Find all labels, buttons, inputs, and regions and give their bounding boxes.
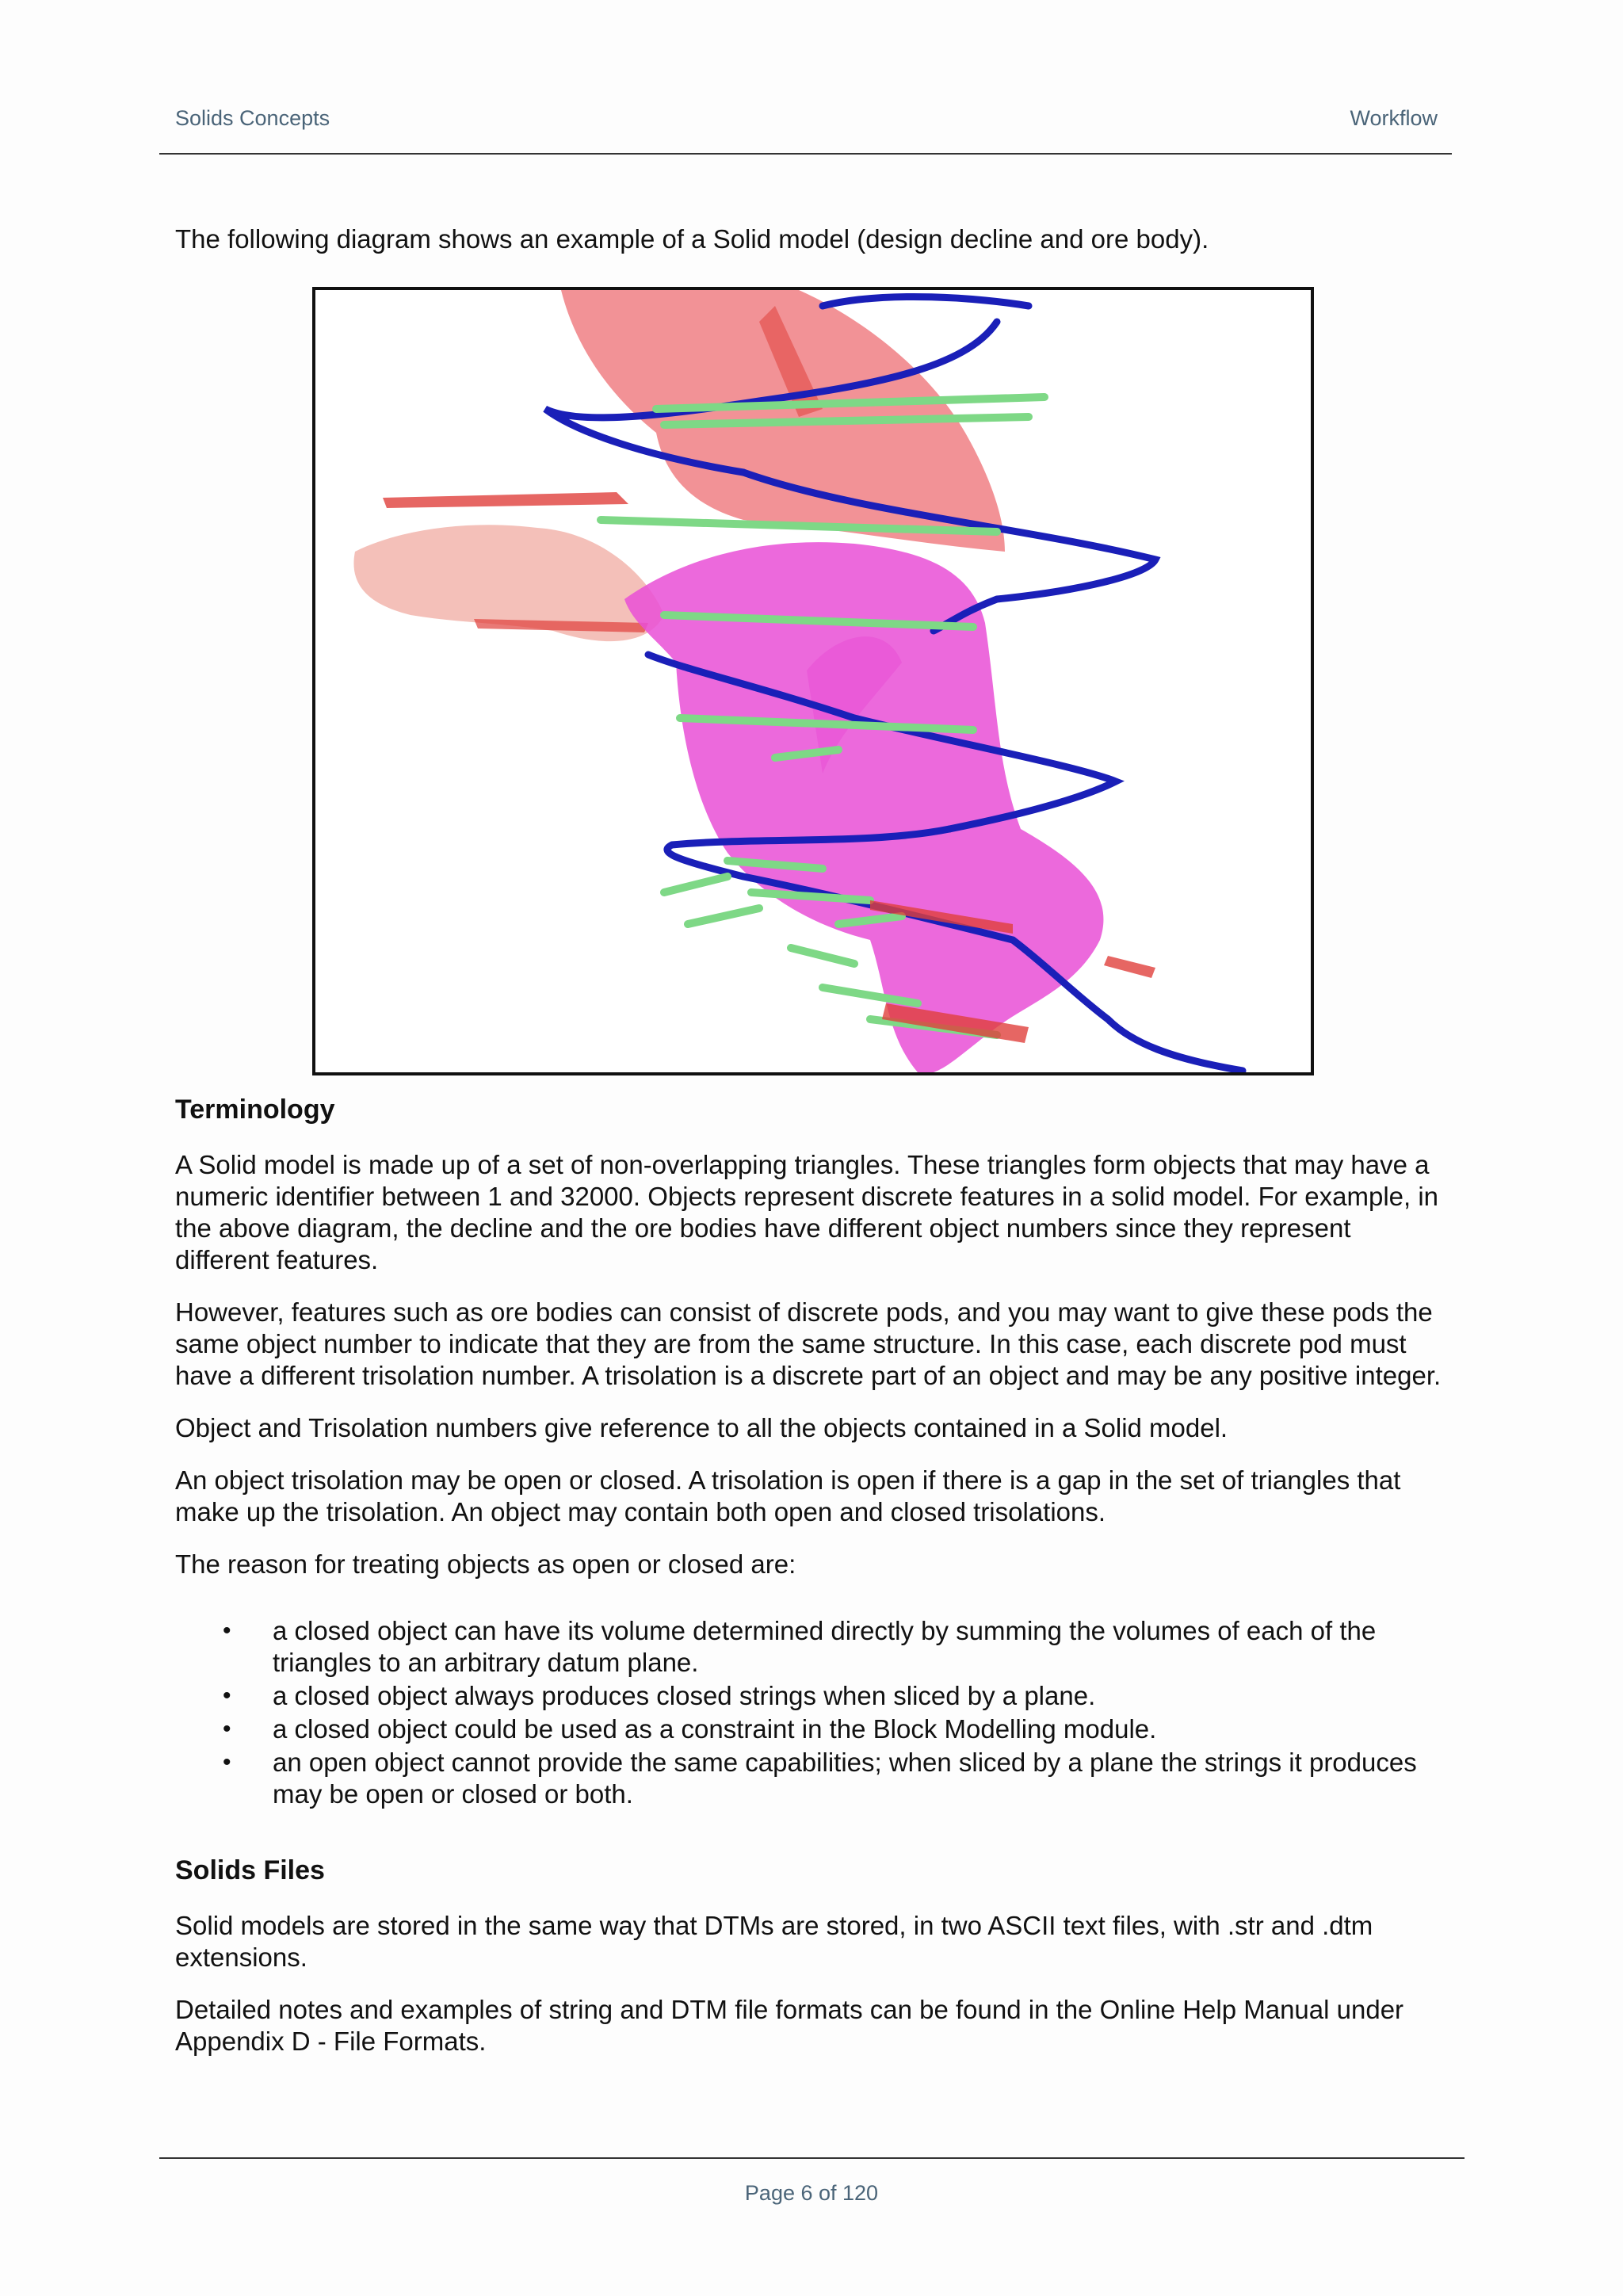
list-item: • a closed object can have its volume determined directly by summing the volumes of each of the triangles to an arbitrary datum plane. bbox=[223, 1616, 1377, 1677]
intro-paragraph: The following diagram shows an example of a Solid model (design decline and ore body). bbox=[175, 224, 1209, 254]
header-section-title: Solids Concepts bbox=[175, 106, 330, 130]
page-body bbox=[175, 1089, 1451, 2078]
bullet-icon: • bbox=[223, 1618, 231, 1644]
terminology-paragraph-3: Object and Trisolation numbers give reference to all the objects contained in a Solid model. bbox=[175, 1413, 1228, 1442]
footer-divider bbox=[159, 2157, 1465, 2159]
list-item: • a closed object always produces closed strings when sliced by a plane. bbox=[223, 1681, 1096, 1710]
bullet-icon: • bbox=[223, 1749, 231, 1775]
solids-files-paragraph-2: Detailed notes and examples of string and DTM file formats can be found in the Online Help Manual under Appendix D - File Formats. bbox=[175, 1995, 1404, 2056]
header-chapter-title: Workflow bbox=[1350, 106, 1438, 130]
solids-files-heading: Solids Files bbox=[175, 1855, 325, 1885]
solid-model-figure bbox=[312, 287, 1314, 1075]
side-ore-section bbox=[383, 492, 628, 508]
open-closed-reasons-list bbox=[175, 1615, 1451, 1810]
bullet-icon: • bbox=[223, 1716, 231, 1742]
terminology-heading: Terminology bbox=[175, 1095, 335, 1125]
terminology-paragraph-1: A Solid model is made up of a set of non-overlapping triangles. These triangles form objects that may have a numeric identifier between 1 and 32000. Objects represent discrete features in a solid model. For example, in the above diagram, the decline and the ore bodies have different object numbers since they represent different features. bbox=[175, 1150, 1439, 1274]
solids-files-paragraph-1: Solid models are stored in the same way that DTMs are stored, in two ASCII text files, with .str and .dtm extensions. bbox=[175, 1911, 1373, 1972]
bullet-icon: • bbox=[223, 1683, 231, 1709]
page-number: Page 6 of 120 bbox=[744, 2181, 879, 2205]
list-item: • a closed object could be used as a constraint in the Block Modelling module. bbox=[223, 1714, 1157, 1744]
list-item: • an open object cannot provide the same capabilities; when sliced by a plane the strings it produces may be open or closed or both. bbox=[223, 1748, 1417, 1809]
header-divider bbox=[159, 153, 1452, 155]
terminology-paragraph-4: An object trisolation may be open or closed. A trisolation is open if there is a gap in the set of triangles that make up the trisolation. An object may contain both open and closed trisolations. bbox=[175, 1465, 1401, 1526]
terminology-paragraph-5: The reason for treating objects as open or closed are: bbox=[175, 1549, 796, 1579]
terminology-paragraph-2: However, features such as ore bodies can consist of discrete pods, and you may want to give these pods the same object number to indicate that they are from the same structure. In this case, each discrete pod must have a different trisolation number. A trisolation is a discrete part of an object and may be any positive integer. bbox=[175, 1297, 1442, 1390]
solid-model-image bbox=[315, 290, 1311, 1072]
